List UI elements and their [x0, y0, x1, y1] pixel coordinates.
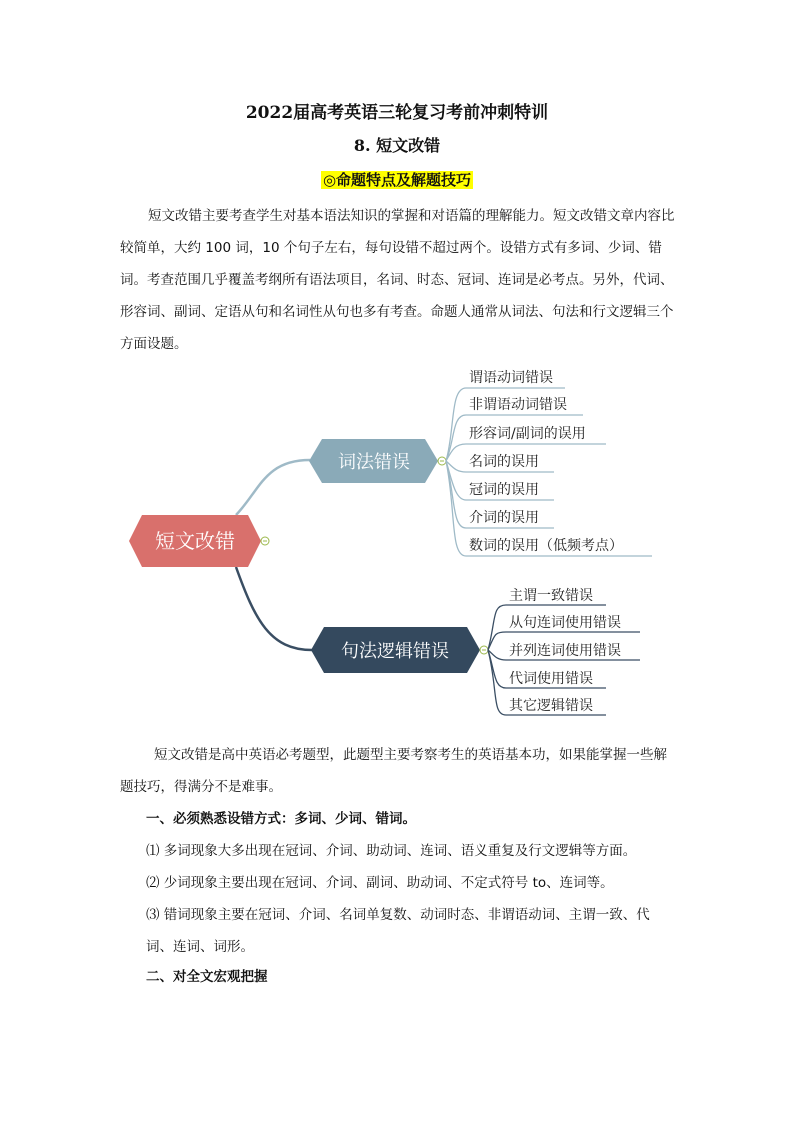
- main-title: 2022届高考英语三轮复习考前冲刺特训: [245, 103, 549, 123]
- intro-paragraph: 短文改错主要考查学生对基本语法知识的掌握和对语篇的理解能力。短文改错文章内容比较简单，大约 100 词，10 个句子左右，每句设错不超过两个。设错方式有多词、少词、错词。考查范围几乎覆盖考纲所有语法项目，名词、时态、冠词、连词是必考点。另外，代词、形容词、副词、定语从句和名词性从句也多有考查。命题人通常从词法、句法和行文逻辑三个方面设题。: [120, 208, 675, 352]
- section1-item-1: ⑴ 多词现象大多出现在冠词、介词、助动词、连词、语义重复及行文逻辑等方面。: [146, 843, 637, 859]
- branch1-item: 谓语动词错误: [469, 370, 553, 386]
- root-connector-branch2: [236, 567, 312, 650]
- branch2-item: 其它逻辑错误: [509, 698, 593, 714]
- section1-item-2: ⑵ 少词现象主要出现在冠词、介词、副词、助动词、不定式符号 to、连词等。: [146, 875, 614, 891]
- root-connector-branch1: [236, 460, 310, 515]
- branch2-item: 主谓一致错误: [509, 588, 593, 604]
- branch1-item: 形容词/副词的误用: [469, 426, 586, 442]
- branch1-item: 名词的误用: [469, 454, 539, 470]
- branch2-item: 代词使用错误: [509, 671, 593, 687]
- branch1-label: 词法错误: [338, 452, 410, 473]
- branch1-item: 介词的误用: [469, 510, 539, 526]
- section2-heading: 二、对全文宏观把握: [146, 969, 268, 985]
- branch1-item: 非谓语动词错误: [469, 397, 567, 413]
- branch1-item: 冠词的误用: [469, 482, 539, 498]
- branch1-item: 数词的误用（低频考点）: [469, 538, 623, 554]
- section-title-text: ◎命题特点及解题技巧: [322, 171, 472, 189]
- section1-heading: 一、必须熟悉设错方式：多词、少词、错词。: [146, 811, 416, 827]
- branch2-label: 句法逻辑错误: [341, 641, 449, 662]
- section1-item-3-line2: 词、连词、词形。: [146, 939, 254, 955]
- section1-item-3-line1: ⑶ 错词现象主要在冠词、介词、名词单复数、动词时态、非谓语动词、主谓一致、代: [146, 907, 650, 923]
- branch2-item: 并列连词使用错误: [509, 643, 621, 659]
- subtitle: 8. 短文改错: [353, 136, 441, 155]
- root-label: 短文改错: [155, 529, 235, 553]
- tips-paragraph: 短文改错是高中英语必考题型，此题型主要考察考生的英语基本功，如果能掌握一些解题技巧，得满分不是难事。: [120, 747, 667, 795]
- branch2-item: 从句连词使用错误: [509, 615, 621, 631]
